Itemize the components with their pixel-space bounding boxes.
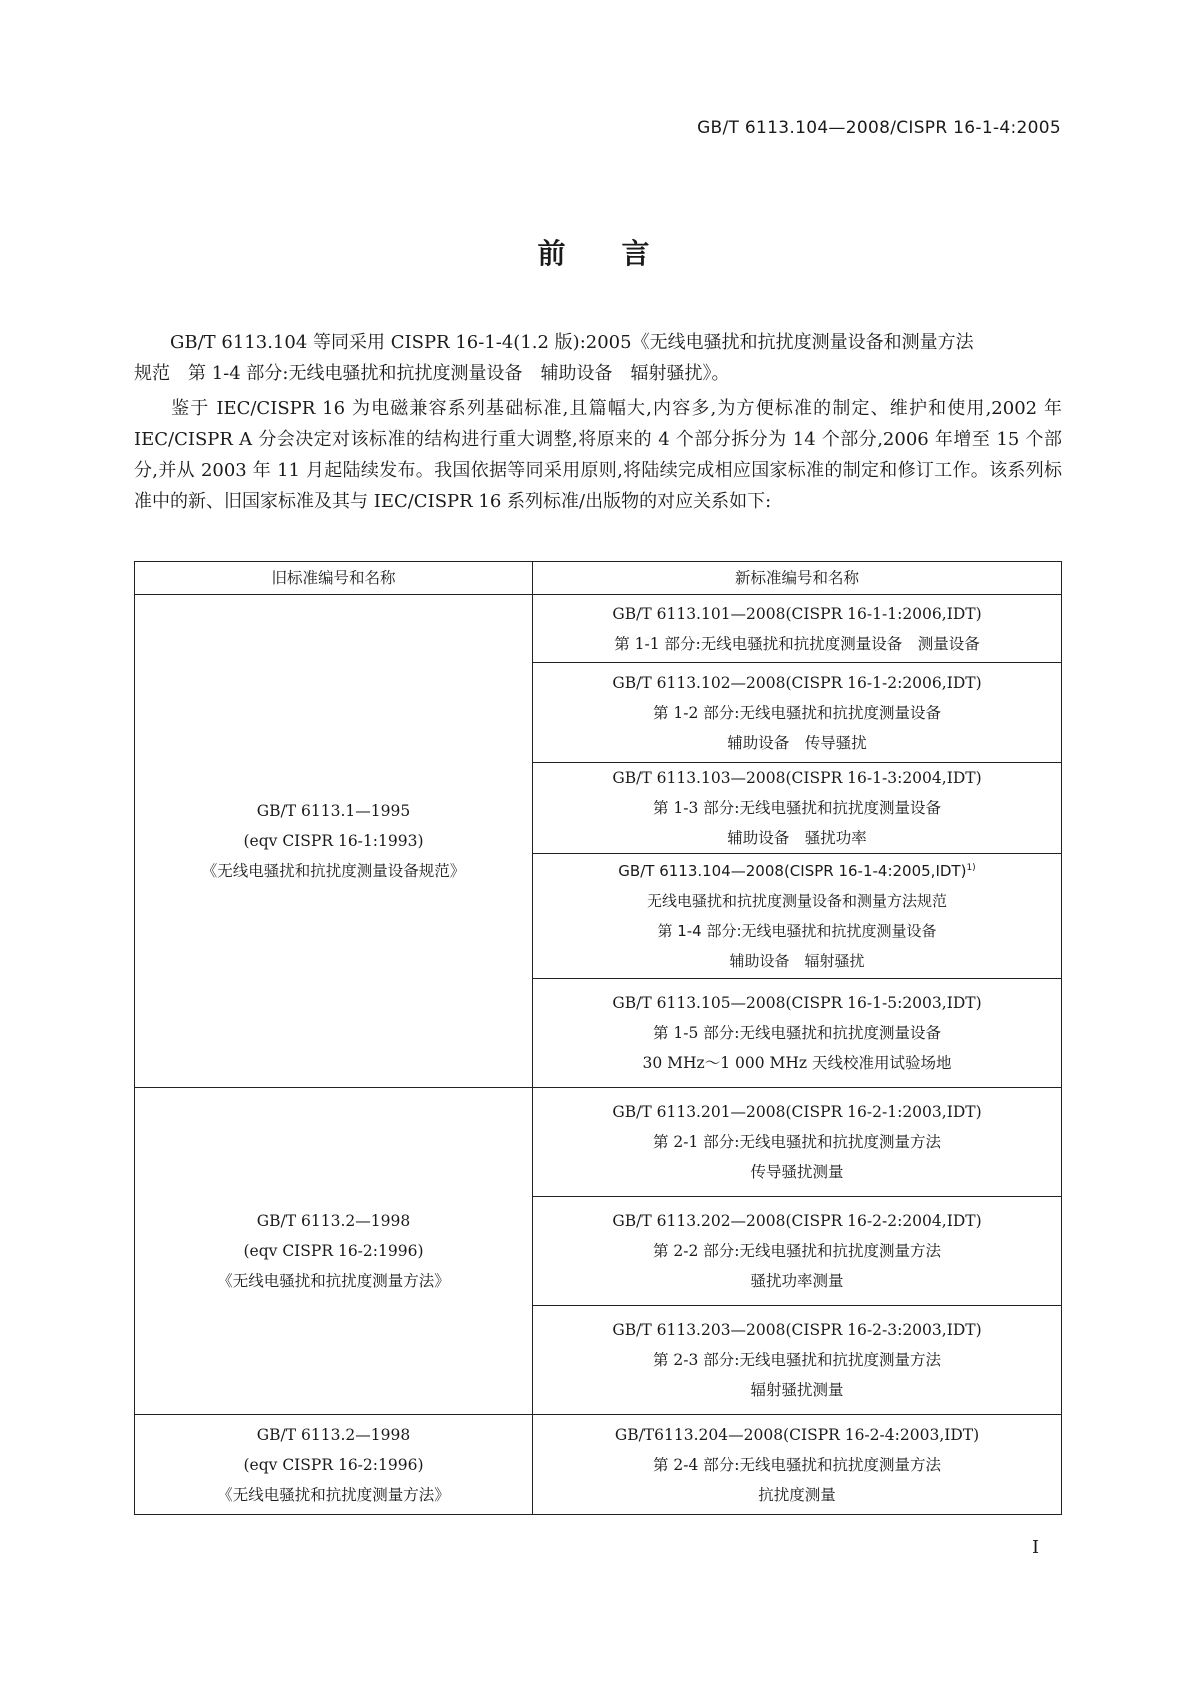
p1-line2-a: 规范 xyxy=(134,363,170,384)
old-standard-cell xyxy=(135,1415,533,1515)
new-standard-cell xyxy=(533,1415,1062,1515)
p1-line2-d: 辐射骚扰》。 xyxy=(630,363,730,384)
footnote-mark: 1) xyxy=(966,863,976,873)
new-std-title: 第 1-2 部分:无线电骚扰和抗扰度测量设备 xyxy=(652,703,942,722)
header-old-standard: 旧标准编号和名称 xyxy=(135,562,533,595)
new-std-subtitle: 辅助设备 传导骚扰 xyxy=(727,733,867,752)
new-standard-cell xyxy=(533,663,1062,763)
new-std-number: GB/T 6113.105—2008(CISPR 16-1-5:2003,IDT) xyxy=(612,994,982,1012)
new-standard-cell xyxy=(533,1197,1062,1306)
p2-text: 鉴于 IEC/CISPR 16 为电磁兼容系列基础标准,且篇幅大,内容多,为方便标准的制定、维护和使用,2002 年 IEC/CISPR A 分会决定对该标准的结构进行重大调整,将原来的 4 个部分拆分为 14 个部分,2006 年增至 15 个部分,并从 2003 年 11 月起陆续发布。我国依据等同采用原则,将陆续完成相应国家标准的制定和修订工作。该系列标准中的新、旧国家标准及其与 IEC/CISPR 16 系列标准/出版物的对应关系如下: xyxy=(134,398,1062,512)
table-row xyxy=(135,1415,1062,1515)
new-std-subtitle: 辐射骚扰测量 xyxy=(750,1381,844,1399)
old-std-eqv: (eqv CISPR 16-2:1996) xyxy=(243,1455,424,1474)
standards-correspondence-table xyxy=(134,561,1062,1515)
new-std-subtitle: 骚扰功率测量 xyxy=(750,1272,844,1290)
new-std-title: 第 2-2 部分:无线电骚扰和抗扰度测量方法 xyxy=(652,1242,942,1260)
new-std-number: GB/T 6113.203—2008(CISPR 16-2-3:2003,IDT) xyxy=(612,1321,982,1339)
new-std-number: GB/T 6113.201—2008(CISPR 16-2-1:2003,IDT) xyxy=(612,1103,982,1121)
new-standard-cell xyxy=(533,979,1062,1088)
paragraph-adoption xyxy=(134,327,1062,389)
p1-line1: GB/T 6113.104 等同采用 CISPR 16-1-4(1.2 版):2005《无线电骚扰和抗扰度测量设备和测量方法 xyxy=(170,332,974,353)
old-standard-cell xyxy=(135,1088,533,1415)
old-std-eqv: (eqv CISPR 16-1:1993) xyxy=(243,832,424,850)
old-std-number: GB/T 6113.2—1998 xyxy=(256,1212,411,1230)
title-char-2: 言 xyxy=(621,237,654,270)
new-std-title: 第 2-4 部分:无线电骚扰和抗扰度测量方法 xyxy=(652,1455,942,1474)
new-std-title: 第 1-1 部分:无线电骚扰和抗扰度测量设备 测量设备 xyxy=(614,634,980,653)
new-std-title: 第 1-3 部分:无线电骚扰和抗扰度测量设备 xyxy=(652,799,942,817)
new-std-number: GB/T 6113.104—2008(CISPR 16-1-4:2005,IDT) xyxy=(618,862,967,880)
new-std-subtitle: 30 MHz～1 000 MHz 天线校准用试验场地 xyxy=(642,1054,952,1072)
old-std-number: GB/T 6113.2—1998 xyxy=(256,1425,411,1444)
new-std-title: 第 1-5 部分:无线电骚扰和抗扰度测量设备 xyxy=(652,1024,942,1042)
old-std-title: 《无线电骚扰和抗扰度测量方法》 xyxy=(217,1272,450,1290)
old-std-number: GB/T 6113.1—1995 xyxy=(256,802,411,820)
standard-code-header: GB/T 6113.104—2008/CISPR 16-1-4:2005 xyxy=(697,118,1061,138)
table-header-row xyxy=(135,562,1062,595)
new-standard-cell-current xyxy=(533,854,1062,979)
old-std-title: 《无线电骚扰和抗扰度测量方法》 xyxy=(217,1485,450,1504)
new-std-subtitle: 辅助设备 辐射骚扰 xyxy=(729,952,865,970)
table-row xyxy=(135,595,1062,663)
old-std-eqv: (eqv CISPR 16-2:1996) xyxy=(243,1242,424,1260)
new-std-subtitle: 抗扰度测量 xyxy=(758,1485,836,1504)
new-std-title: 第 2-1 部分:无线电骚扰和抗扰度测量方法 xyxy=(652,1133,942,1151)
old-std-title: 《无线电骚扰和抗扰度测量设备规范》 xyxy=(201,862,466,880)
new-std-title: 第 2-3 部分:无线电骚扰和抗扰度测量方法 xyxy=(652,1351,942,1369)
new-std-number: GB/T 6113.202—2008(CISPR 16-2-2:2004,IDT) xyxy=(612,1212,982,1230)
header-new-standard: 新标准编号和名称 xyxy=(533,562,1062,595)
new-standard-cell xyxy=(533,1088,1062,1197)
new-std-subtitle: 辅助设备 骚扰功率 xyxy=(727,829,867,847)
new-standard-cell xyxy=(533,763,1062,854)
new-std-series-title: 无线电骚扰和抗扰度测量设备和测量方法规范 xyxy=(646,892,947,910)
new-standard-cell xyxy=(533,1306,1062,1415)
new-std-number: GB/T 6113.103—2008(CISPR 16-1-3:2004,IDT) xyxy=(612,769,982,787)
title-char-1: 前 xyxy=(537,237,570,270)
old-standard-cell xyxy=(135,595,533,1088)
paragraph-background xyxy=(134,393,1062,517)
new-std-number: GB/T 6113.102—2008(CISPR 16-1-2:2006,IDT) xyxy=(612,673,982,692)
p1-line2-c: 辅助设备 xyxy=(540,363,613,384)
p1-line2-b: 第 1-4 部分:无线电骚扰和抗扰度测量设备 xyxy=(188,363,523,384)
table-row xyxy=(135,1088,1062,1197)
page-title xyxy=(0,232,1191,272)
new-std-title: 第 1-4 部分:无线电骚扰和抗扰度测量设备 xyxy=(657,922,937,940)
new-std-subtitle: 传导骚扰测量 xyxy=(750,1163,844,1181)
new-std-number: GB/T6113.204—2008(CISPR 16-2-4:2003,IDT) xyxy=(614,1425,980,1444)
new-standard-cell xyxy=(533,595,1062,663)
page-number: I xyxy=(1032,1537,1040,1558)
new-std-number: GB/T 6113.101—2008(CISPR 16-1-1:2006,IDT) xyxy=(612,604,982,623)
